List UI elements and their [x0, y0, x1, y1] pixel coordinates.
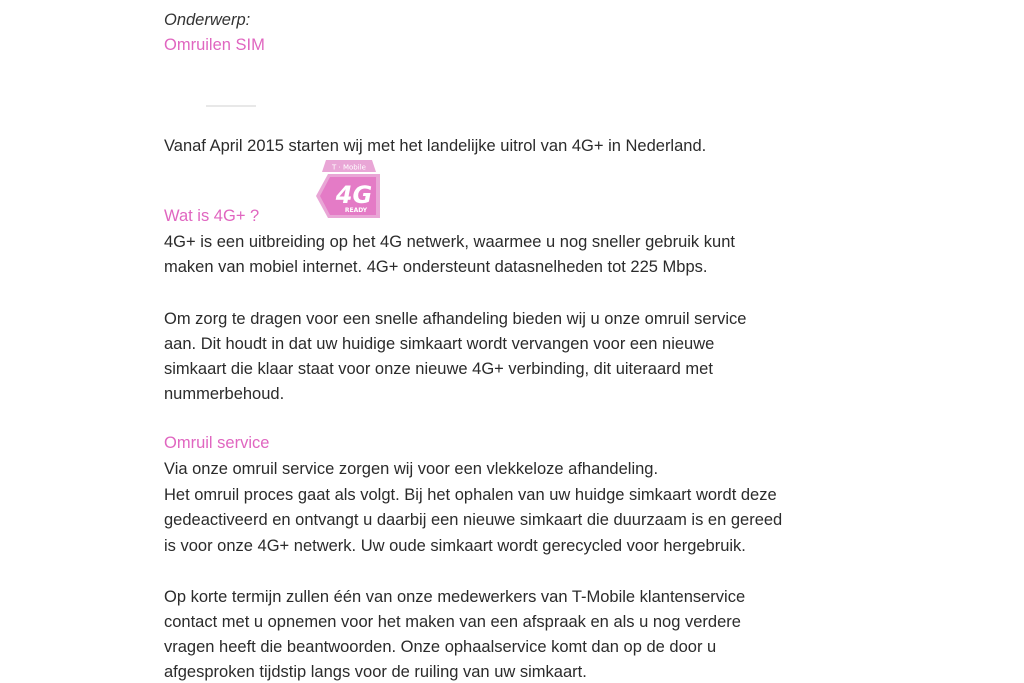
text-line: is voor onze 4G+ netwerk. Uw oude simkaart wordt gerecycled voor hergebruik.: [164, 537, 746, 555]
text-line: contact met u opnemen voor het maken van een afspraak en als u nog verdere: [164, 613, 741, 631]
text-line: aan. Dit houdt in dat uw huidige simkaart wordt vervangen voor een nieuwe: [164, 335, 715, 353]
subject-label: Onderwerp:: [164, 11, 251, 29]
text-line: gedeactiveerd en ontvangt u daarbij een nieuwe simkaart die duurzaam is en gereed: [164, 511, 783, 529]
text-line: vragen heeft die beantwoorden. Onze ophaalservice komt dan op de door u: [164, 638, 717, 656]
subject-value: Omruilen SIM: [164, 36, 265, 54]
text-line: simkaart die klaar staat voor onze nieuwe 4G+ verbinding, dit uiteraard met: [164, 360, 713, 378]
logo-ready-text: READY: [344, 207, 368, 214]
text-line: maken van mobiel internet. 4G+ ondersteunt datasnelheden tot 225 Mbps.: [164, 258, 708, 276]
text-line: 4G+ is een uitbreiding op het 4G netwerk, waarmee u nog sneller gebruik kunt: [164, 233, 735, 251]
intro-text: Vanaf April 2015 starten wij met het landelijke uitrol van 4G+ in Nederland.: [164, 137, 707, 155]
logo-brand-text: T · Mobile: [332, 163, 366, 172]
text-line: Via onze omruil service zorgen wij voor een vlekkeloze afhandeling.: [164, 460, 659, 478]
faint-scan-mark: [206, 105, 256, 107]
t-mobile-4g-ready-logo-icon: [310, 158, 384, 220]
text-line: afgesproken tijdstip langs voor de ruiling van uw simkaart.: [164, 663, 587, 681]
text-line: Het omruil proces gaat als volgt. Bij het ophalen van uw huidge simkaart wordt deze: [164, 486, 777, 504]
logo-4g-text: 4G: [335, 181, 373, 209]
text-line: Om zorg te dragen voor een snelle afhandeling bieden wij u onze omruil service: [164, 310, 747, 328]
heading-omruil-service: Omruil service: [164, 434, 270, 452]
heading-what-is-4g: Wat is 4G+ ?: [164, 207, 260, 225]
text-line: Op korte termijn zullen één van onze medewerkers van T-Mobile klantenservice: [164, 588, 746, 606]
text-line: nummerbehoud.: [164, 385, 285, 403]
